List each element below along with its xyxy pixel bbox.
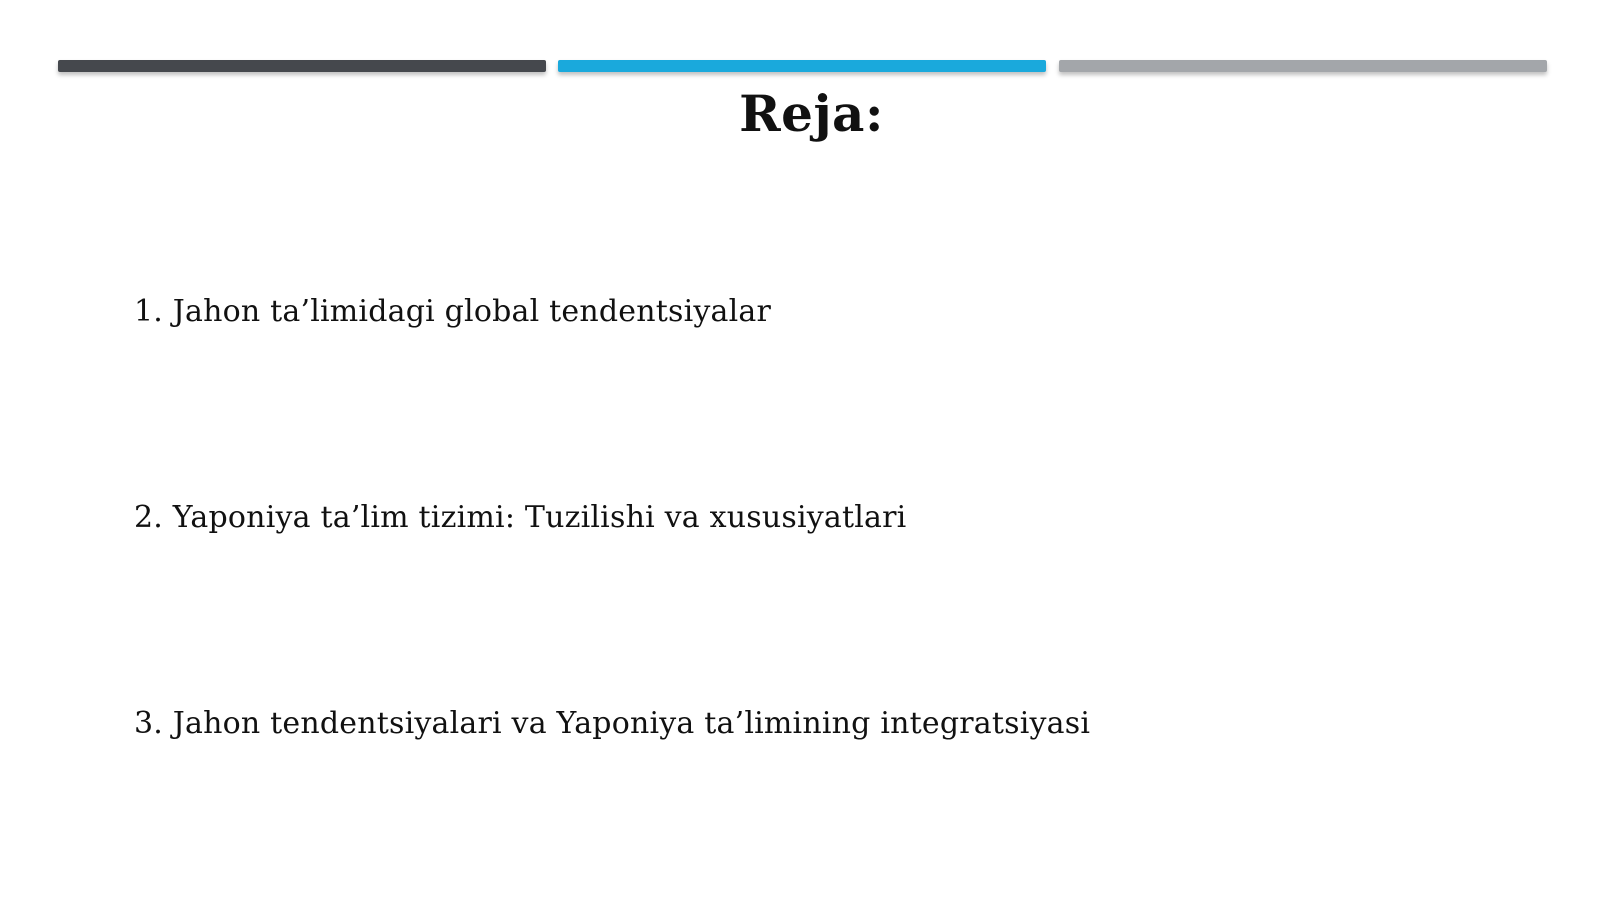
slide-title: Reja: [739, 84, 884, 143]
header-bar-blue [558, 60, 1046, 72]
plan-item-3: 3. Jahon tendentsiyalari va Yaponiya ta’limining integratsiyasi [134, 706, 1091, 741]
header-bar-gray [1059, 60, 1547, 72]
header-bar-dark [58, 60, 546, 72]
plan-item-1: 1. Jahon ta’limidagi global tendentsiyalar [134, 294, 772, 329]
plan-item-2: 2. Yaponiya ta’lim tizimi: Tuzilishi va xususiyatlari [134, 500, 907, 535]
